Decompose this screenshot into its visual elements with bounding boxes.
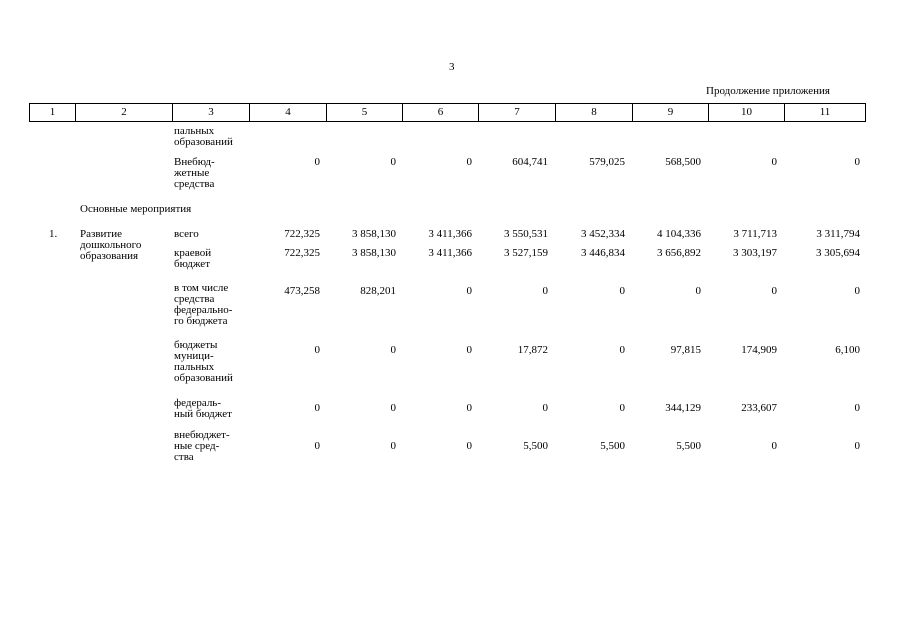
cell-col-8: 3 452,334 [581, 228, 625, 240]
source-label: пальных образований [174, 125, 233, 148]
cell-col-4: 722,325 [284, 247, 320, 259]
cell-col-11: 3 311,794 [816, 228, 860, 240]
cell-col-7: 0 [542, 402, 548, 414]
cell-col-8: 0 [619, 344, 625, 356]
cell-col-4: 0 [314, 402, 320, 414]
table-header [29, 103, 866, 122]
cell-col-5: 0 [390, 440, 396, 452]
cell-col-4: 473,258 [284, 285, 320, 297]
cell-col-10: 0 [771, 285, 777, 297]
cell-col-7: 3 550,531 [504, 228, 548, 240]
cell-col-9: 0 [695, 285, 701, 297]
source-label: бюджеты муници- пальных образований [174, 339, 233, 384]
cell-col-11: 0 [854, 156, 860, 168]
cell-col-9: 97,815 [670, 344, 701, 356]
cell-col-4: 722,325 [284, 228, 320, 240]
cell-col-4: 0 [314, 440, 320, 452]
cell-col-10: 3 711,713 [733, 228, 777, 240]
header-col-2: 2 [76, 104, 173, 121]
cell-col-9: 3 656,892 [657, 247, 701, 259]
cell-col-6: 0 [466, 440, 472, 452]
cell-col-4: 0 [314, 344, 320, 356]
source-label: внебюджет- ные сред- ства [174, 429, 230, 463]
cell-col-7: 0 [542, 285, 548, 297]
header-col-1: 1 [30, 104, 76, 121]
cell-col-6: 3 411,366 [428, 247, 472, 259]
cell-col-9: 4 104,336 [657, 228, 701, 240]
cell-col-10: 0 [771, 440, 777, 452]
cell-col-5: 3 858,130 [352, 247, 396, 259]
cell-col-5: 0 [390, 344, 396, 356]
cell-col-5: 828,201 [360, 285, 396, 297]
cell-col-6: 0 [466, 285, 472, 297]
cell-col-9: 344,129 [665, 402, 701, 414]
cell-col-8: 3 446,834 [581, 247, 625, 259]
cell-col-11: 6,100 [835, 344, 860, 356]
source-label: федераль- ный бюджет [174, 397, 232, 420]
cell-col-7: 3 527,159 [504, 247, 548, 259]
header-col-11: 11 [819, 106, 831, 118]
cell-col-6: 0 [466, 402, 472, 414]
source-label: всего [174, 228, 199, 240]
cell-col-6: 0 [466, 344, 472, 356]
header-col-10: 10 [709, 104, 785, 121]
cell-col-10: 0 [771, 156, 777, 168]
cell-col-11: 0 [854, 285, 860, 297]
source-label: краевой бюджет [174, 247, 212, 270]
header-col-7: 7 [479, 104, 556, 121]
cell-col-8: 0 [619, 402, 625, 414]
continuation-label: Продолжение приложения [706, 85, 830, 97]
header-col-9: 9 [633, 104, 709, 121]
header-col-3: 3 [173, 104, 250, 121]
cell-col-5: 0 [390, 156, 396, 168]
cell-col-10: 174,909 [741, 344, 777, 356]
cell-col-11: 0 [854, 440, 860, 452]
cell-col-11: 0 [854, 402, 860, 414]
cell-col-5: 0 [390, 402, 396, 414]
cell-col-7: 5,500 [523, 440, 548, 452]
cell-col-7: 17,872 [517, 344, 548, 356]
source-label: в том числе средства федерально- го бюджета [174, 282, 233, 327]
cell-col-9: 5,500 [676, 440, 701, 452]
cell-col-5: 3 858,130 [352, 228, 396, 240]
header-col-5: 5 [327, 104, 403, 121]
section-title: Основные мероприятия [80, 203, 192, 215]
item-name: Развитие дошкольного образования [80, 228, 142, 262]
source-label: Внебюд- жетные средства [174, 156, 215, 190]
cell-col-6: 0 [466, 156, 472, 168]
cell-col-8: 5,500 [600, 440, 625, 452]
cell-col-7: 604,741 [512, 156, 548, 168]
header-col-8: 8 [556, 104, 633, 121]
cell-col-8: 579,025 [589, 156, 625, 168]
cell-col-4: 0 [314, 156, 320, 168]
cell-col-6: 3 411,366 [428, 228, 472, 240]
page-number: 3 [449, 61, 455, 73]
item-number: 1. [49, 228, 58, 240]
cell-col-10: 233,607 [741, 402, 777, 414]
header-col-6: 6 [403, 104, 479, 121]
cell-col-8: 0 [619, 285, 625, 297]
cell-col-10: 3 303,197 [733, 247, 777, 259]
header-col-4: 4 [250, 104, 327, 121]
cell-col-9: 568,500 [665, 156, 701, 168]
cell-col-11: 3 305,694 [816, 247, 860, 259]
